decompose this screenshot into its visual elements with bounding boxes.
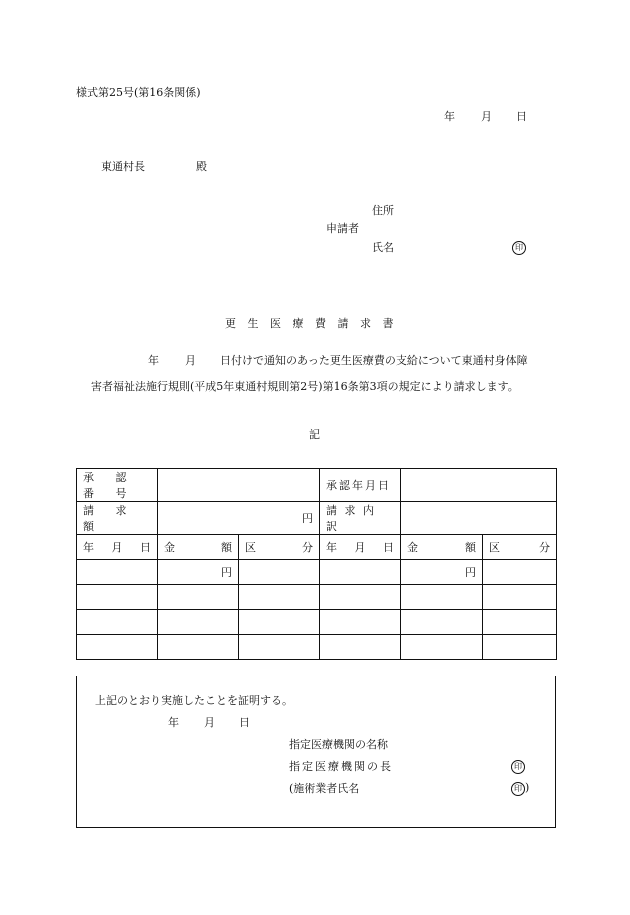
yen-unit: 円 [302, 512, 313, 525]
claim-detail-label: 請 求 内 訳 [320, 502, 401, 535]
form-number: 様式第25号(第16条関係) [76, 86, 201, 99]
category-cell[interactable] [483, 610, 557, 635]
seal-mark-icon: 印 [512, 241, 526, 255]
category-cell[interactable] [239, 585, 320, 610]
body-year-label: 年 [148, 354, 159, 367]
body-month-label: 月 [185, 354, 196, 367]
seal-mark-icon: 印 [511, 782, 525, 796]
category-cell[interactable] [239, 610, 320, 635]
claim-detail-field[interactable] [401, 502, 557, 535]
claim-amount-field[interactable] [158, 502, 320, 535]
certification-statement: 上記のとおり実施したことを証明する。 [95, 694, 293, 707]
applicant-label: 申請者 [326, 222, 359, 235]
date-month-label: 月 [481, 110, 492, 123]
date-cell[interactable] [77, 610, 158, 635]
date-year-label: 年 [444, 110, 455, 123]
approval-number-field[interactable] [158, 469, 320, 502]
body-text-line1: 日付けで通知のあった更生医療費の支給について東通村身体障 [220, 354, 528, 367]
category-cell[interactable] [239, 635, 320, 660]
amount-cell[interactable] [158, 635, 239, 660]
approval-number-label: 承 認 番 号 [77, 469, 158, 502]
seal-mark-icon: 印 [511, 760, 525, 774]
amount-cell[interactable]: 円 [158, 560, 239, 585]
col-date-header-2: 年 月 日 [320, 535, 401, 560]
applicant-name-label: 氏名 [372, 241, 394, 254]
table-row [77, 585, 557, 610]
col-amount-header-2: 金 額 [401, 535, 483, 560]
date-cell[interactable] [320, 635, 401, 660]
amount-cell[interactable] [401, 635, 483, 660]
table-row [77, 502, 557, 535]
date-cell[interactable] [320, 610, 401, 635]
document-title: 更 生 医 療 費 請 求 書 [225, 317, 398, 330]
col-category-header-2: 区 分 [483, 535, 557, 560]
table-row [77, 610, 557, 635]
col-date-header: 年 月 日 [77, 535, 158, 560]
col-category-header: 区 分 [239, 535, 320, 560]
body-text-line2: 害者福祉法施行規則(平成5年東通村規則第2号)第16条第3項の規定により請求します。 [91, 380, 519, 393]
date-cell[interactable] [77, 635, 158, 660]
approval-date-field[interactable] [401, 469, 557, 502]
date-day-label: 日 [516, 110, 527, 123]
claim-table [76, 468, 557, 660]
category-cell[interactable] [483, 560, 557, 585]
date-cell[interactable] [320, 585, 401, 610]
applicant-address-label: 住所 [372, 204, 394, 217]
category-cell[interactable] [483, 585, 557, 610]
date-cell[interactable] [320, 560, 401, 585]
practitioner-label: (施術業者氏名 [289, 782, 360, 795]
addressee-name: 東通村長 [101, 160, 145, 173]
amount-cell[interactable]: 円 [401, 560, 483, 585]
claim-amount-label: 請 求 額 [77, 502, 158, 535]
date-cell[interactable] [77, 585, 158, 610]
certification-box: 上記のとおり実施したことを証明する。 年 月 日 指定医療機関の名称 指定医療機関の長 印 (施術業者氏名 印 ) [76, 676, 556, 828]
category-cell[interactable] [483, 635, 557, 660]
amount-cell[interactable] [401, 585, 483, 610]
ki-label: 記 [309, 428, 320, 441]
table-row [77, 560, 557, 585]
table-row [77, 635, 557, 660]
table-row [77, 469, 557, 502]
cert-day-label: 日 [239, 716, 250, 729]
amount-cell[interactable] [158, 610, 239, 635]
cert-year-label: 年 [168, 716, 179, 729]
amount-cell[interactable] [401, 610, 483, 635]
col-amount-header: 金 額 [158, 535, 239, 560]
institution-head-label: 指定医療機関の長 [289, 760, 393, 773]
addressee-honorific: 殿 [196, 160, 207, 173]
institution-name-label: 指定医療機関の名称 [289, 738, 388, 751]
approval-date-label: 承認年月日 [320, 469, 401, 502]
category-cell[interactable] [239, 560, 320, 585]
amount-cell[interactable] [158, 585, 239, 610]
date-cell[interactable] [77, 560, 158, 585]
cert-month-label: 月 [204, 716, 215, 729]
table-header-row [77, 535, 557, 560]
